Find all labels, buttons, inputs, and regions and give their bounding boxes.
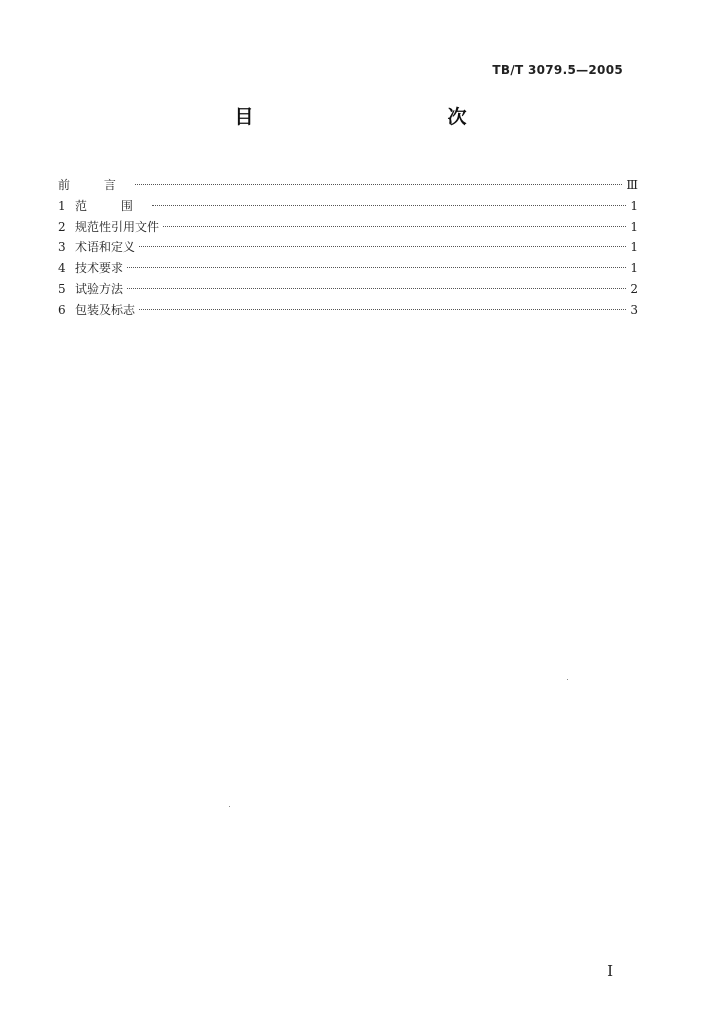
toc-entry-page: 2 <box>630 281 638 296</box>
toc-leader-dots <box>127 267 626 268</box>
toc-leader-dots <box>139 246 626 247</box>
toc-entry-normative-references[interactable] <box>58 217 638 238</box>
toc-entry-label: 范 围 <box>75 198 148 213</box>
standard-code: TB/T 3079.5—2005 <box>492 63 623 77</box>
toc-entry-label: 规范性引用文件 <box>75 219 160 234</box>
scan-speck <box>229 806 230 807</box>
toc-entry-number: 3 <box>58 240 66 255</box>
toc-entry-number: 1 <box>58 198 66 213</box>
toc-entry-technical-requirements[interactable] <box>58 258 638 279</box>
toc-entry-number: 4 <box>58 261 66 276</box>
toc-entry-terms-definitions[interactable] <box>58 237 638 258</box>
toc-entry-page: 1 <box>630 261 638 276</box>
page-number: Ⅰ <box>607 962 613 980</box>
toc-entry-number: 5 <box>58 281 66 296</box>
scan-speck <box>567 679 568 680</box>
toc-entry-packaging-marking[interactable] <box>58 300 638 321</box>
toc-entry-label: 技术要求 <box>75 261 124 276</box>
toc-entry-label: 术语和定义 <box>75 240 136 255</box>
toc-entry-label: 试验方法 <box>75 281 124 296</box>
toc-leader-dots <box>139 309 626 310</box>
toc-leader-dots <box>163 226 626 227</box>
toc-entry-test-methods[interactable] <box>58 279 638 300</box>
toc-entry-page: 1 <box>630 240 638 255</box>
toc-entry-number: 2 <box>58 219 66 234</box>
toc-leader-dots <box>152 205 626 206</box>
toc-entry-preface[interactable] <box>58 175 638 196</box>
toc-entry-label: 包装及标志 <box>75 302 136 317</box>
toc-leader-dots <box>135 184 623 185</box>
toc-title: 目 次 <box>234 106 519 128</box>
toc-entry-page: Ⅲ <box>626 178 638 192</box>
toc-entry-page: 3 <box>630 302 638 317</box>
toc-entry-number: 6 <box>58 302 66 317</box>
table-of-contents <box>58 175 638 321</box>
toc-entry-page: 1 <box>630 219 638 234</box>
toc-entry-page: 1 <box>630 198 638 213</box>
toc-leader-dots <box>127 288 626 289</box>
toc-entry-label: 前 言 <box>58 178 131 192</box>
toc-entry-scope[interactable] <box>58 196 638 217</box>
